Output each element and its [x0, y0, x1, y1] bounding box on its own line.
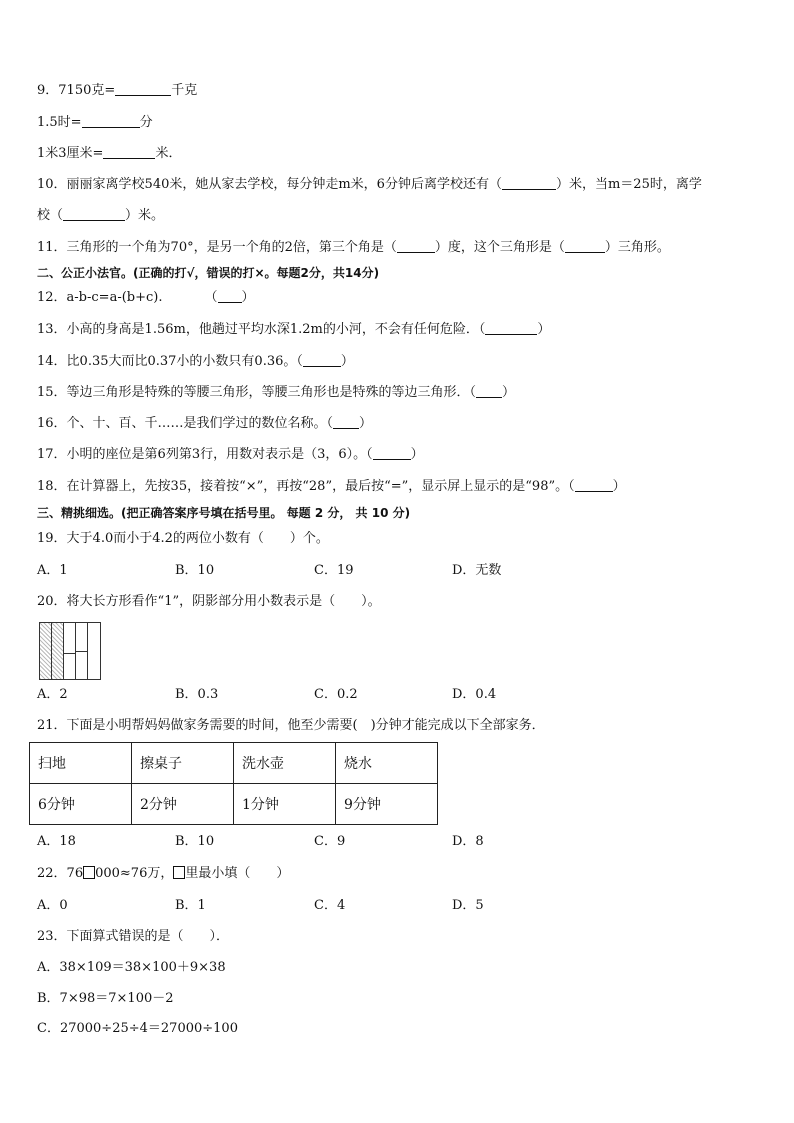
q22-option-c[interactable]: C．4 — [314, 898, 346, 913]
chores-table — [29, 742, 438, 825]
q10-text-wrap: 校（ — [37, 208, 64, 223]
q12-text: 12．a-b-c=a-(b+c). — [37, 290, 163, 305]
q22-text-mid: 000≈76万， — [95, 866, 174, 881]
paren-close: ） — [359, 416, 373, 431]
blank-box[interactable] — [173, 866, 185, 879]
answer-blank[interactable] — [502, 175, 556, 190]
q10-text: 10．丽丽家离学校540米，她从家去学校，每分钟走m米，6分钟后离学校还有（ — [37, 177, 502, 192]
answer-blank[interactable] — [333, 414, 359, 429]
answer-blank[interactable] — [103, 144, 155, 159]
q22-option-b[interactable]: B．1 — [175, 898, 206, 913]
paren-close: ） — [340, 354, 354, 369]
q17-text: 17．小明的座位是第6列第3行，用数对表示是（3，6）。（ — [37, 447, 373, 462]
table-cell: 9分钟 — [336, 784, 438, 825]
q19-option-c[interactable]: C．19 — [314, 563, 354, 578]
q14-line — [37, 352, 354, 372]
q21-option-c[interactable]: C．9 — [314, 834, 346, 849]
paren-close: ） — [410, 447, 424, 462]
answer-blank[interactable] — [63, 206, 125, 221]
q13-line — [37, 320, 550, 340]
q23-option-c[interactable]: C．27000÷25÷4＝27000÷100 — [37, 1021, 238, 1036]
q21-option-a[interactable]: A．18 — [37, 834, 76, 849]
table-header-cell: 擦桌子 — [132, 743, 234, 784]
q11-text: 11．三角形的一个角为70°，是另一个角的2倍，第三个角是（ — [37, 240, 397, 255]
q20-option-d[interactable]: D．0.4 — [452, 687, 497, 702]
answer-blank[interactable] — [115, 81, 171, 96]
q9-a-text: 9．7150克= — [37, 83, 116, 98]
q9-b-unit: 分 — [139, 115, 153, 130]
q10-text-cont: ）米，当m＝25时，离学 — [555, 177, 702, 192]
paren-close: ） — [241, 290, 255, 305]
table-row — [30, 784, 438, 825]
paren-close: ） — [612, 479, 626, 494]
q19-option-b[interactable]: B．10 — [175, 563, 215, 578]
q13-text: 13．小高的身高是1.56m，他趟过平均水深1.2m的小河，不会有任何危险．（ — [37, 322, 486, 337]
table-header-cell: 洗水壶 — [234, 743, 336, 784]
q23-option-a[interactable]: A．38×109＝38×100＋9×38 — [37, 960, 226, 975]
q22-option-a[interactable]: A．0 — [37, 898, 68, 913]
answer-blank[interactable] — [373, 445, 411, 460]
answer-blank[interactable] — [397, 238, 435, 253]
q10-text-end: ）米。 — [125, 208, 165, 223]
table-header-cell: 烧水 — [336, 743, 438, 784]
q9-c-unit: 米． — [155, 146, 182, 161]
q23-text: 23．下面算式错误的是（ ）． — [37, 929, 230, 944]
q22-text: 22．76 — [37, 866, 84, 881]
q9-line-a — [37, 81, 197, 101]
answer-blank[interactable] — [476, 383, 502, 398]
q18-text: 18．在计算器上，先按35，接着按“×”，再按“28”，最后按“=”，显示屏上显示的是“98”。（ — [37, 479, 575, 494]
q9-a-unit: 千克 — [171, 83, 198, 98]
q15-text: 15．等边三角形是特殊的等腰三角形，等腰三角形也是特殊的等边三角形．（ — [37, 385, 477, 400]
q11-line — [37, 238, 670, 258]
q19-option-a[interactable]: A．1 — [37, 563, 68, 578]
table-cell: 6分钟 — [30, 784, 132, 825]
q10-line2 — [37, 206, 164, 226]
q22-text-end: 里最小填（ ） — [185, 866, 290, 881]
shaded-rectangle-figure — [39, 622, 101, 680]
table-cell: 2分钟 — [132, 784, 234, 825]
paren-close: ） — [537, 322, 551, 337]
q23-option-b[interactable]: B．7×98＝7×100－2 — [37, 991, 174, 1006]
q17-line — [37, 445, 424, 465]
section-2-heading: 二、公正小法官。(正确的打√，错误的打×。每题2分，共14分) — [37, 266, 380, 280]
blank-box[interactable] — [83, 866, 95, 879]
section-3-heading: 三、精挑细选。(把正确答案序号填在括号里。 每题 2 分， 共 10 分) — [37, 506, 411, 520]
q10-line1 — [37, 175, 702, 195]
q19-option-d[interactable]: D．无数 — [452, 563, 502, 578]
q16-line — [37, 414, 372, 434]
q21-text: 21．下面是小明帮妈妈做家务需要的时间，他至少需要( )分钟才能完成以下全部家务． — [37, 718, 545, 733]
q22-option-d[interactable]: D．5 — [452, 898, 484, 913]
q9-c-text: 1米3厘米= — [37, 146, 104, 161]
q11-text-end: ）三角形。 — [604, 240, 670, 255]
paren-close: ） — [502, 385, 516, 400]
q20-option-a[interactable]: A．2 — [37, 687, 68, 702]
q20-option-b[interactable]: B．0.3 — [175, 687, 219, 702]
q14-text: 14．比0.35大而比0.37小的小数只有0.36。（ — [37, 354, 303, 369]
q15-line — [37, 383, 515, 403]
answer-blank[interactable] — [218, 288, 242, 303]
q20-option-c[interactable]: C．0.2 — [314, 687, 358, 702]
divider-line — [64, 653, 76, 654]
q9-line-c — [37, 144, 181, 164]
answer-blank[interactable] — [565, 238, 605, 253]
q9-b-text: 1.5时= — [37, 115, 82, 130]
shaded-strip — [52, 623, 64, 679]
shaded-strip — [40, 623, 52, 679]
q19-text: 19．大于4.0而小于4.2的两位小数有（ ）个。 — [37, 531, 329, 546]
q21-option-d[interactable]: D．8 — [452, 834, 484, 849]
q18-line — [37, 477, 626, 497]
answer-blank[interactable] — [303, 352, 341, 367]
answer-blank[interactable] — [575, 477, 613, 492]
q12-line — [37, 288, 255, 308]
answer-blank[interactable] — [485, 320, 537, 335]
q11-text-mid: ）度，这个三角形是（ — [434, 240, 565, 255]
divider-line — [76, 651, 88, 652]
blank-strip — [64, 623, 76, 679]
q21-option-b[interactable]: B．10 — [175, 834, 215, 849]
table-header-cell: 扫地 — [30, 743, 132, 784]
q16-text: 16．个、十、百、千……是我们学过的数位名称。（ — [37, 416, 334, 431]
q22-line — [37, 864, 289, 884]
table-row — [30, 743, 438, 784]
paren-open: （ — [204, 290, 218, 305]
table-cell: 1分钟 — [234, 784, 336, 825]
q9-line-b — [37, 113, 153, 133]
q20-text: 20．将大长方形看作“1”，阴影部分用小数表示是（ ）。 — [37, 594, 381, 609]
answer-blank[interactable] — [82, 113, 140, 128]
